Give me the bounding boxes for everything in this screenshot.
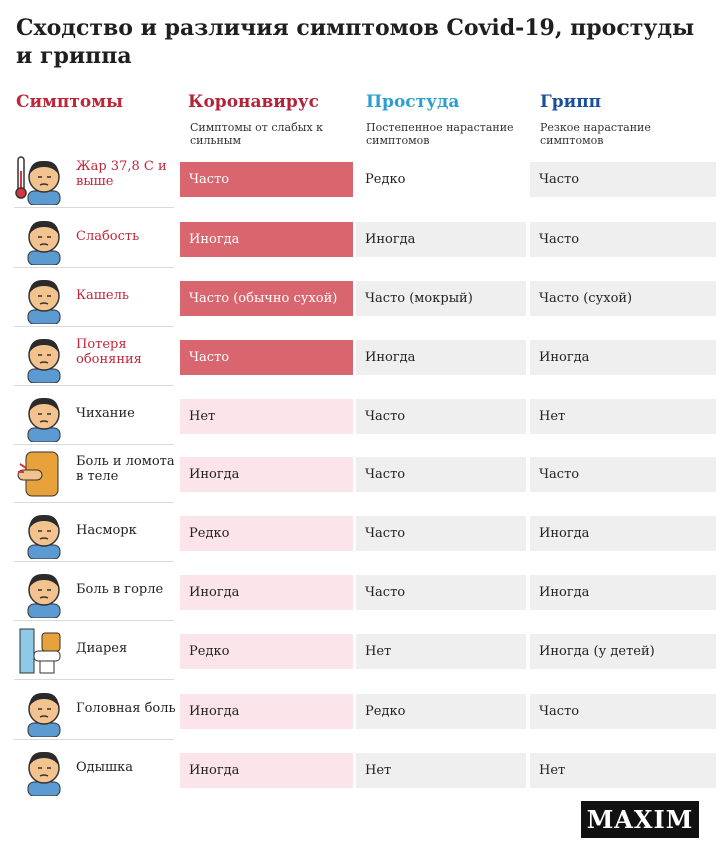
table-row — [0, 566, 728, 618]
flu-cell: Нет — [530, 399, 716, 434]
toilet-icon — [14, 625, 68, 677]
body-ache-icon — [14, 448, 68, 500]
coughing-person-icon — [14, 272, 68, 324]
shortness-of-breath-icon — [14, 744, 68, 796]
symptom-label: Одышка — [76, 760, 133, 775]
symptom-label: Боль и ломота в теле — [76, 454, 175, 484]
symptom-label: Боль в горле — [76, 582, 164, 597]
cold-cell: Часто — [356, 575, 526, 610]
flu-cell: Часто — [530, 694, 716, 729]
cold-cell: Нет — [356, 753, 526, 788]
cold-cell: Иногда — [356, 340, 526, 375]
table-row — [0, 625, 728, 677]
covid-cell: Часто — [180, 340, 353, 375]
runny-nose-icon — [14, 507, 68, 559]
flu-cell: Часто — [530, 222, 716, 257]
table-row — [0, 448, 728, 500]
symptom-label: Насморк — [76, 523, 137, 538]
subheader-flu: Резкое нарастание симптомов — [540, 121, 651, 147]
flu-cell: Часто — [530, 457, 716, 492]
cold-cell: Редко — [356, 162, 526, 197]
row-separator — [14, 739, 174, 740]
subheader-cold: Постепенное нарастание симптомов — [366, 121, 514, 147]
covid-cell: Иногда — [180, 222, 353, 257]
sore-throat-icon — [14, 566, 68, 618]
table-row — [0, 153, 728, 205]
symptom-label: Потеря обоняния — [76, 337, 142, 367]
flu-cell: Иногда — [530, 340, 716, 375]
row-separator — [14, 326, 174, 327]
covid-cell: Иногда — [180, 753, 353, 788]
row-separator — [14, 679, 174, 680]
covid-cell: Редко — [180, 634, 353, 669]
cold-cell: Часто — [356, 516, 526, 551]
sneezing-person-icon — [14, 390, 68, 442]
flu-cell: Часто — [530, 162, 716, 197]
covid-cell: Часто — [180, 162, 353, 197]
row-separator — [14, 444, 174, 445]
covid-cell: Иногда — [180, 694, 353, 729]
row-separator — [14, 207, 174, 208]
symptom-label: Головная боль — [76, 701, 176, 716]
thermometer-fever-icon — [14, 153, 68, 205]
flu-cell: Иногда — [530, 575, 716, 610]
cold-cell: Часто — [356, 457, 526, 492]
cold-cell: Нет — [356, 634, 526, 669]
table-row — [0, 213, 728, 265]
row-separator — [14, 267, 174, 268]
row-separator — [14, 385, 174, 386]
covid-cell: Часто (обычно сухой) — [180, 281, 353, 316]
page-title: Сходство и различия симптомов Covid-19, простуды и гриппа — [16, 15, 695, 69]
headache-icon — [14, 685, 68, 737]
cold-cell: Часто — [356, 399, 526, 434]
tired-person-icon — [14, 213, 68, 265]
header-covid: Коронавирус — [188, 92, 320, 112]
covid-cell: Редко — [180, 516, 353, 551]
symptom-label: Чихание — [76, 406, 135, 421]
covid-cell: Иногда — [180, 575, 353, 610]
flu-cell: Иногда (у детей) — [530, 634, 716, 669]
flu-cell: Часто (сухой) — [530, 281, 716, 316]
table-row — [0, 331, 728, 383]
symptom-label: Кашель — [76, 288, 129, 303]
table-row — [0, 390, 728, 442]
table-row — [0, 507, 728, 559]
header-cold: Простуда — [366, 92, 460, 112]
header-flu: Грипп — [540, 92, 602, 112]
maxim-logo: MAXIM — [581, 801, 699, 838]
table-row — [0, 272, 728, 324]
flu-cell: Нет — [530, 753, 716, 788]
cold-cell: Редко — [356, 694, 526, 729]
symptom-label: Жар 37,8 С и выше — [76, 159, 167, 189]
cold-cell: Часто (мокрый) — [356, 281, 526, 316]
covid-cell: Иногда — [180, 457, 353, 492]
subheader-covid: Симптомы от слабых к сильным — [190, 121, 324, 147]
header-symptoms: Симптомы — [16, 92, 124, 112]
table-row — [0, 744, 728, 796]
symptom-label: Слабость — [76, 229, 140, 244]
covid-cell: Нет — [180, 399, 353, 434]
row-separator — [14, 502, 174, 503]
table-row — [0, 685, 728, 737]
row-separator — [14, 620, 174, 621]
symptom-label: Диарея — [76, 641, 128, 656]
smell-loss-icon — [14, 331, 68, 383]
cold-cell: Иногда — [356, 222, 526, 257]
flu-cell: Иногда — [530, 516, 716, 551]
row-separator — [14, 561, 174, 562]
